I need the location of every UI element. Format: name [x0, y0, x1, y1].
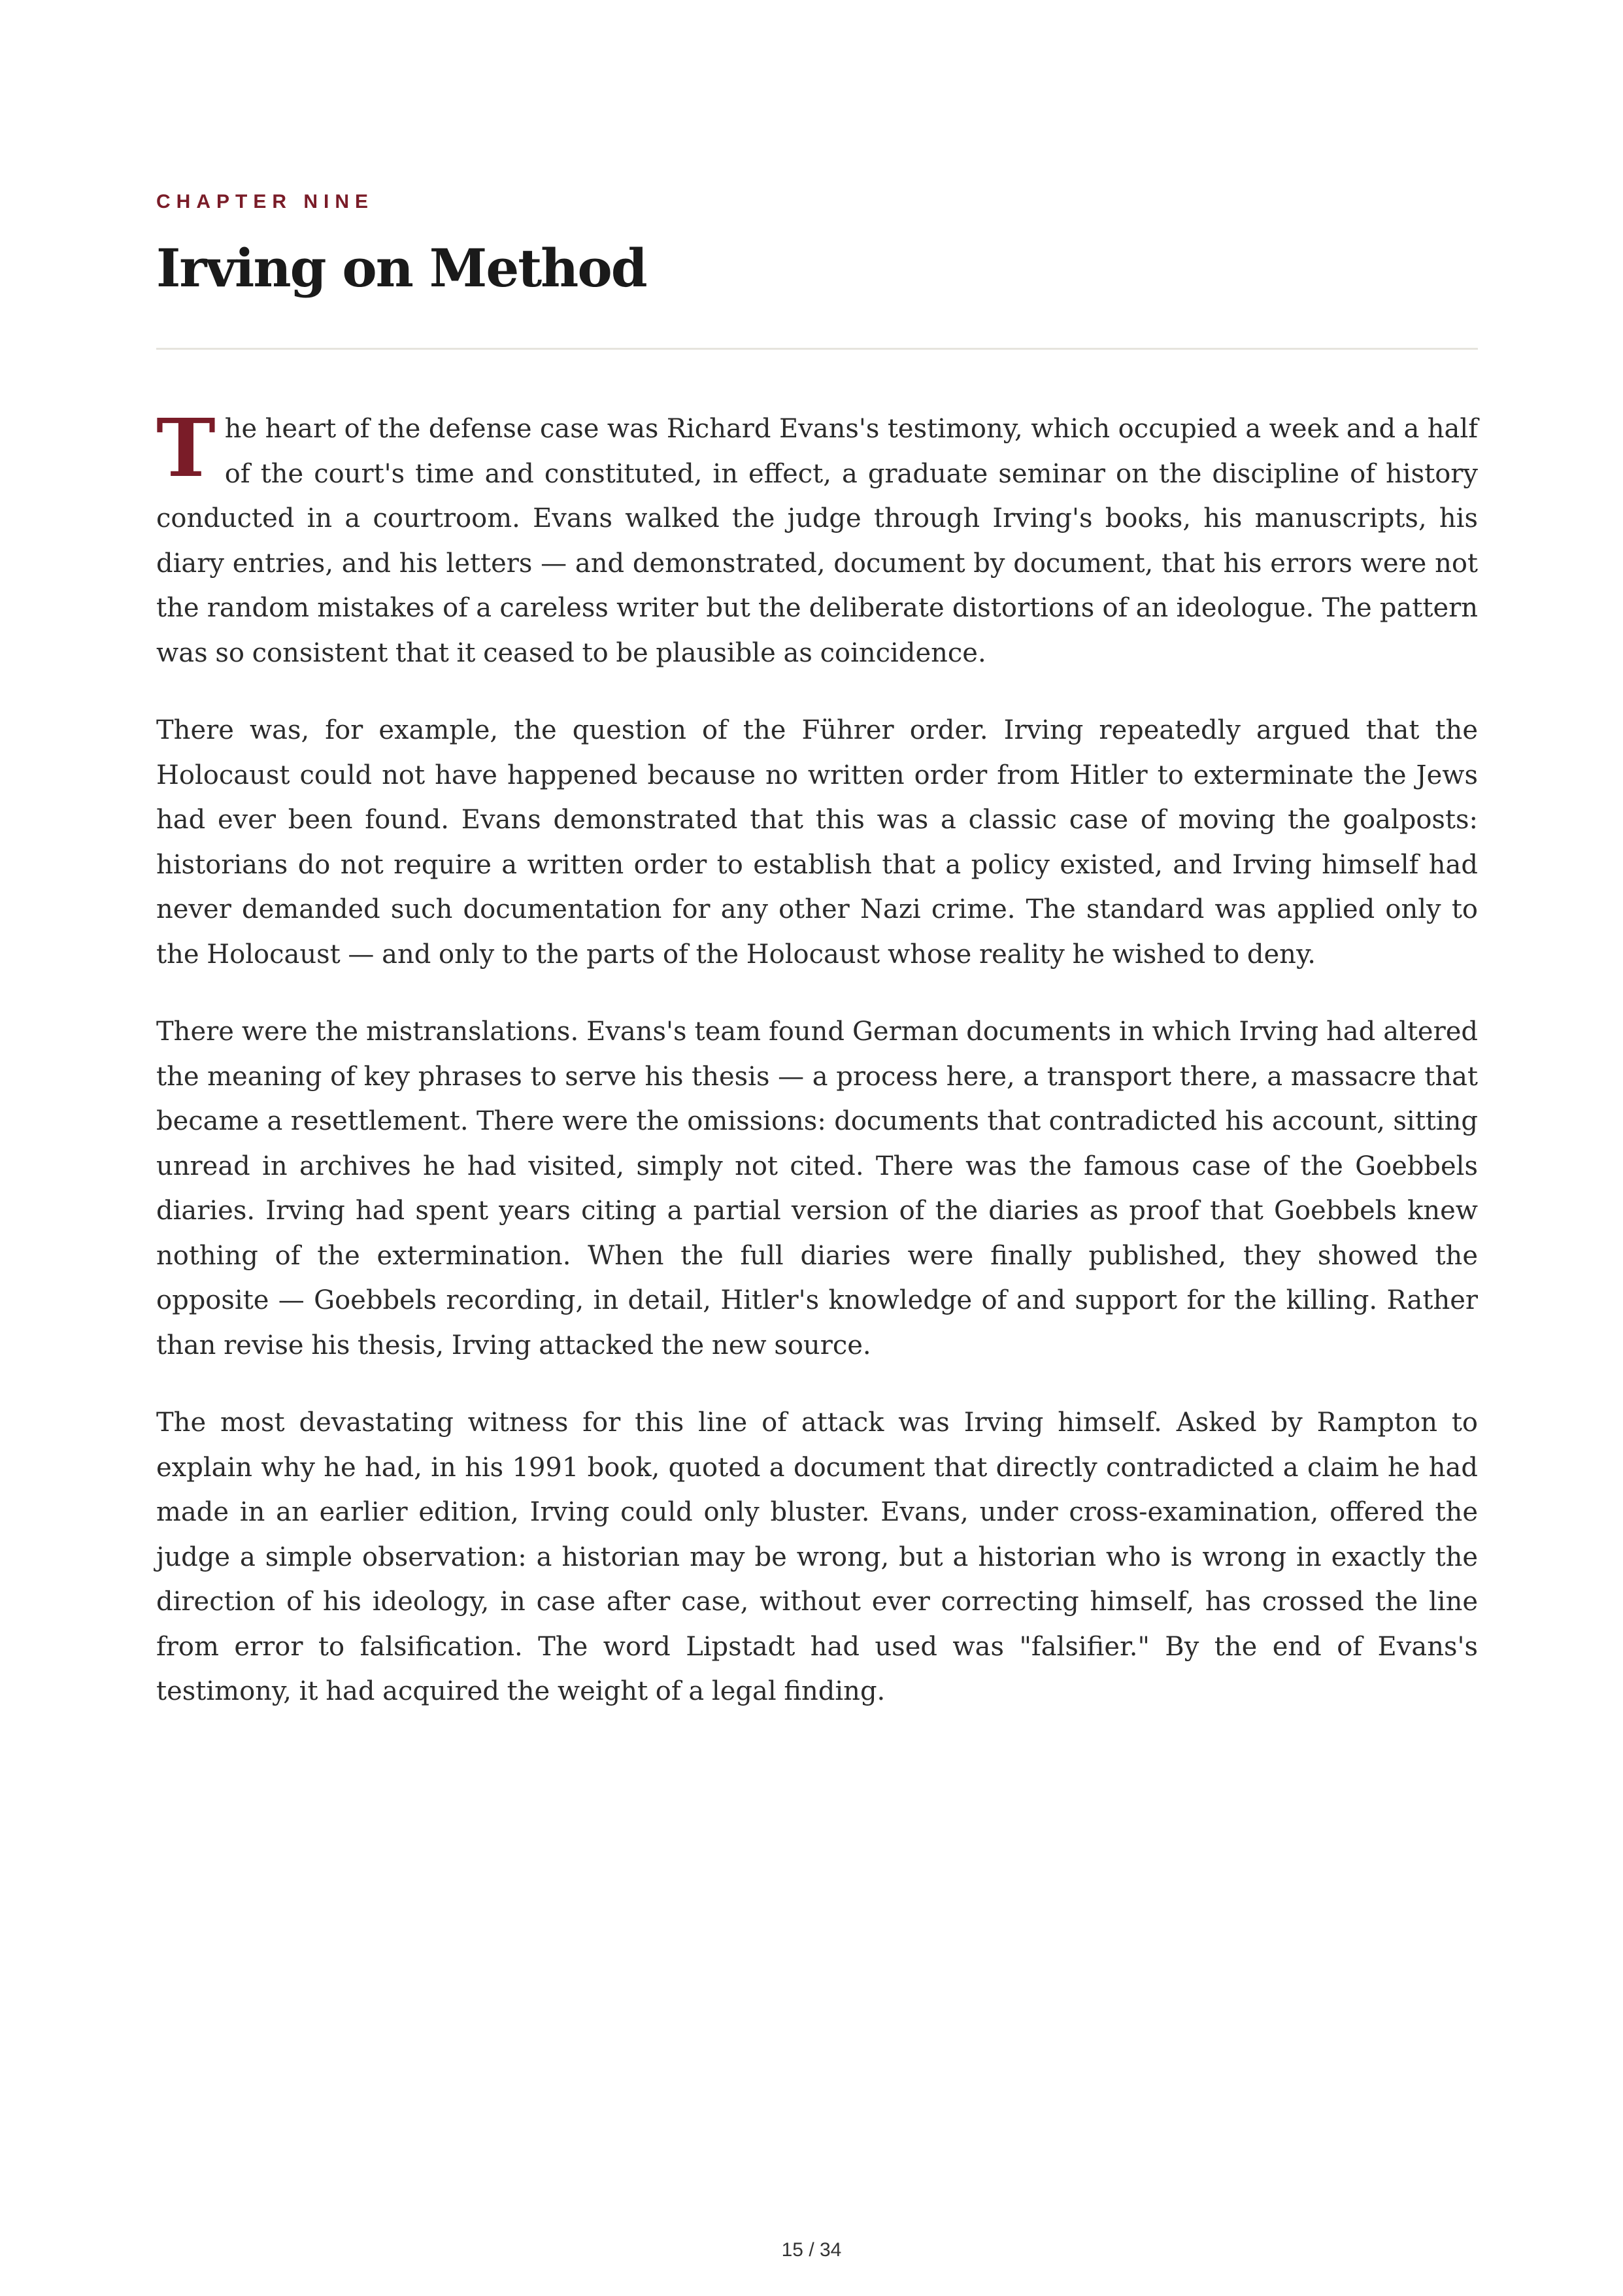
paragraph-2: There was, for example, the question of the Führer order. Irving repeatedly argued that the Holocaust could not have happened because no written order from Hitler to exterminate the Jews had ever been found. Evans demonstrated that this was a classic case of moving the goalposts: historians do not require a written order to establish that a policy existed, and Irving himself had never demanded such documentation for any other Nazi crime. The standard was applied only to the Holocaust — and only to the parts of the Holocaust whose reality he wished to deny. — [156, 715, 1478, 970]
paragraph-4: The most devastating witness for this line of attack was Irving himself. Asked by Rampton to explain why he had, in his 1991 book, quoted a document that directly contradicted a claim he had made in an earlier edition, Irving could only bluster. Evans, under cross-examination, offered the judge a simple observation: a historian may be wrong, but a historian who is wrong in exactly the direction of his ideology, in case after case, without ever correcting himself, has crossed the line from error to falsification. The word Lipstadt had used was "falsifier." By the end of Evans's testimony, it had acquired the weight of a legal finding. — [156, 1408, 1478, 1706]
title-divider — [156, 348, 1478, 350]
chapter-title: Irving on Method — [156, 237, 646, 299]
chapter-body — [156, 401, 1478, 1747]
paragraph-3: There were the mistranslations. Evans's team found German documents in which Irving had altered the meaning of key phrases to serve his thesis — a process here, a transport there, a massacre that became a resettlement. There were the omissions: documents that contradicted his account, sitting unread in archives he had visited, simply not cited. There was the famous case of the Goebbels diaries. Irving had spent years citing a partial version of the diaries as proof that Goebbels knew nothing of the extermination. When the full diaries were finally published, they showed the opposite — Goebbels recording, in detail, Hitler's knowledge of and support for the killing. Rather than revise his thesis, Irving attacked the new source. — [156, 1017, 1478, 1360]
paragraph-1 — [156, 401, 1478, 675]
chapter-label: CHAPTER NINE — [156, 191, 375, 212]
paragraph-1-text: he heart of the defense case was Richard Evans's testimony, which occupied a week and a half of the court's time and constituted, in effect, a graduate seminar on the discipline of history conducted in a courtroom. Evans walked the judge through Irving's books, his manuscripts, his diary entries, and his letters — and demonstrated, document by document, that his errors were not the random mistakes of a careless writer but the deliberate distortions of an ideologue. The pattern was so consistent that it ceased to be plausible as coincidence. — [156, 414, 1478, 668]
drop-cap: T — [156, 401, 216, 495]
page-number: 15 / 34 — [781, 2239, 842, 2261]
